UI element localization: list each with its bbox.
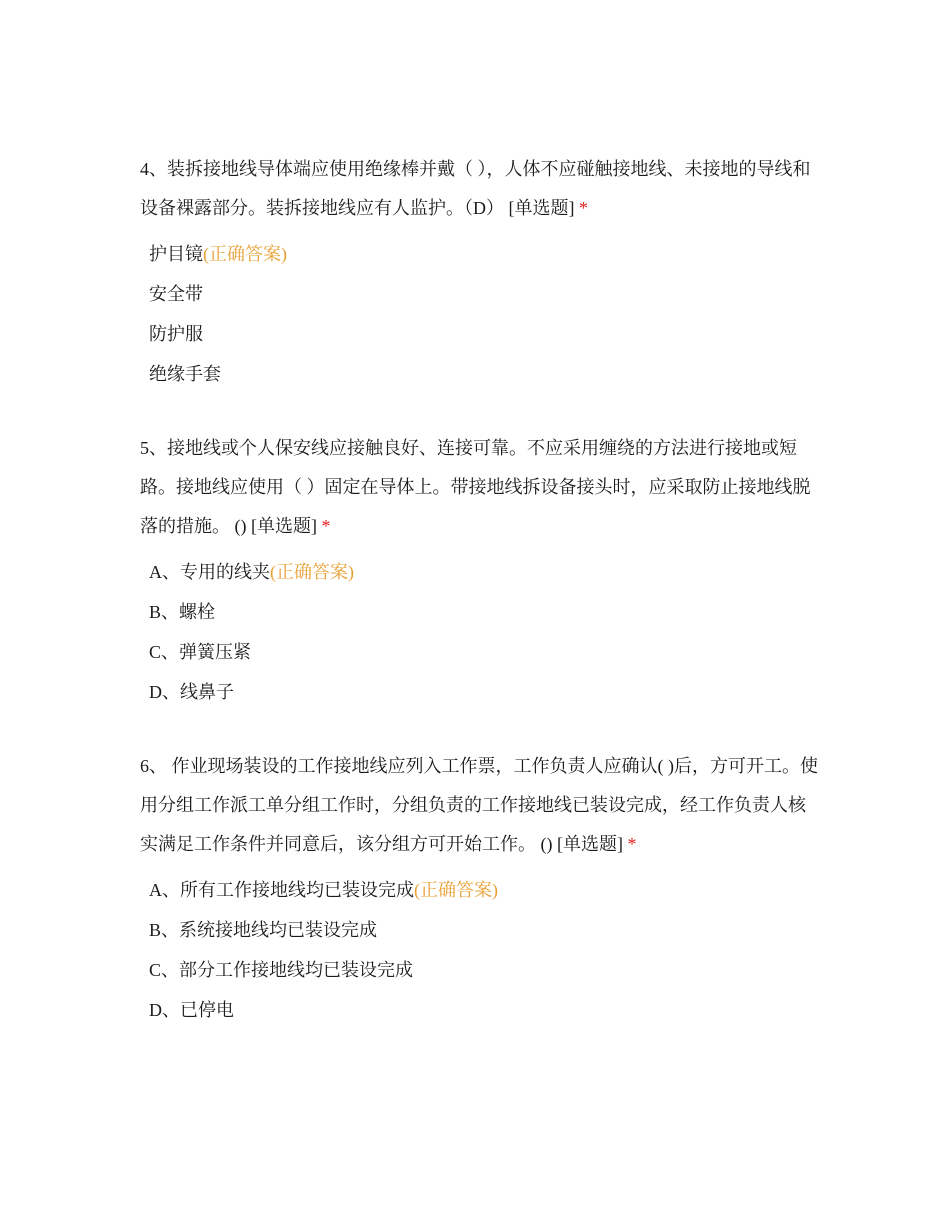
option-1[interactable] bbox=[140, 234, 820, 274]
required-mark: * bbox=[627, 834, 637, 854]
question-stem: 5、接地线或个人保安线应接触良好、连接可靠。不应采用缠绕的方法进行接地或短路。接地线应使用（ ）固定在导体上。带接地线拆设备接头时，应采取防止接地线脱落的措施。 () [单选题] bbox=[140, 438, 811, 536]
option-3[interactable] bbox=[140, 314, 820, 354]
question-stem: 6、 作业现场装设的工作接地线应列入工作票，工作负责人应确认( )后，方可开工。使用分组工作派工单分组工作时，分组负责的工作接地线已装设完成，经工作负责人核实满足工作条件并同意后，该分组方可开始工作。 () [单选题] bbox=[140, 756, 818, 854]
option-a[interactable] bbox=[140, 870, 820, 910]
option-4[interactable] bbox=[140, 354, 820, 394]
option-label: 安全带 bbox=[149, 284, 203, 304]
option-c[interactable] bbox=[140, 632, 820, 672]
correct-answer-tag: (正确答案) bbox=[414, 880, 498, 900]
question-5 bbox=[140, 429, 820, 712]
option-label: A、所有工作接地线均已装设完成 bbox=[149, 880, 414, 900]
question-text bbox=[140, 150, 820, 228]
option-a[interactable] bbox=[140, 552, 820, 592]
option-2[interactable] bbox=[140, 274, 820, 314]
option-label: 护目镜 bbox=[149, 244, 203, 264]
option-label: 绝缘手套 bbox=[149, 364, 221, 384]
option-label: B、系统接地线均已装设完成 bbox=[149, 920, 378, 940]
option-c[interactable] bbox=[140, 950, 820, 990]
question-text bbox=[140, 429, 820, 546]
option-label: C、部分工作接地线均已装设完成 bbox=[149, 960, 414, 980]
option-label: B、螺栓 bbox=[149, 602, 216, 622]
option-b[interactable] bbox=[140, 592, 820, 632]
question-text bbox=[140, 747, 820, 864]
option-d[interactable] bbox=[140, 990, 820, 1030]
options-list bbox=[140, 552, 820, 712]
correct-answer-tag: (正确答案) bbox=[203, 244, 287, 264]
option-b[interactable] bbox=[140, 910, 820, 950]
option-label: 防护服 bbox=[149, 324, 203, 344]
option-label: D、线鼻子 bbox=[149, 682, 234, 702]
required-mark: * bbox=[321, 516, 331, 536]
option-d[interactable] bbox=[140, 672, 820, 712]
option-label: C、弹簧压紧 bbox=[149, 642, 252, 662]
question-stem: 4、装拆接地线导体端应使用绝缘棒并戴（ ），人体不应碰触接地线、未接地的导线和设备裸露部分。装拆接地线应有人监护。（D） [单选题] bbox=[140, 159, 811, 218]
option-label: A、专用的线夹 bbox=[149, 562, 270, 582]
required-mark: * bbox=[579, 198, 588, 218]
correct-answer-tag: (正确答案) bbox=[270, 562, 354, 582]
question-4 bbox=[140, 150, 820, 394]
options-list bbox=[140, 870, 820, 1030]
options-list bbox=[140, 234, 820, 394]
option-label: D、已停电 bbox=[149, 1000, 234, 1020]
question-6 bbox=[140, 747, 820, 1030]
